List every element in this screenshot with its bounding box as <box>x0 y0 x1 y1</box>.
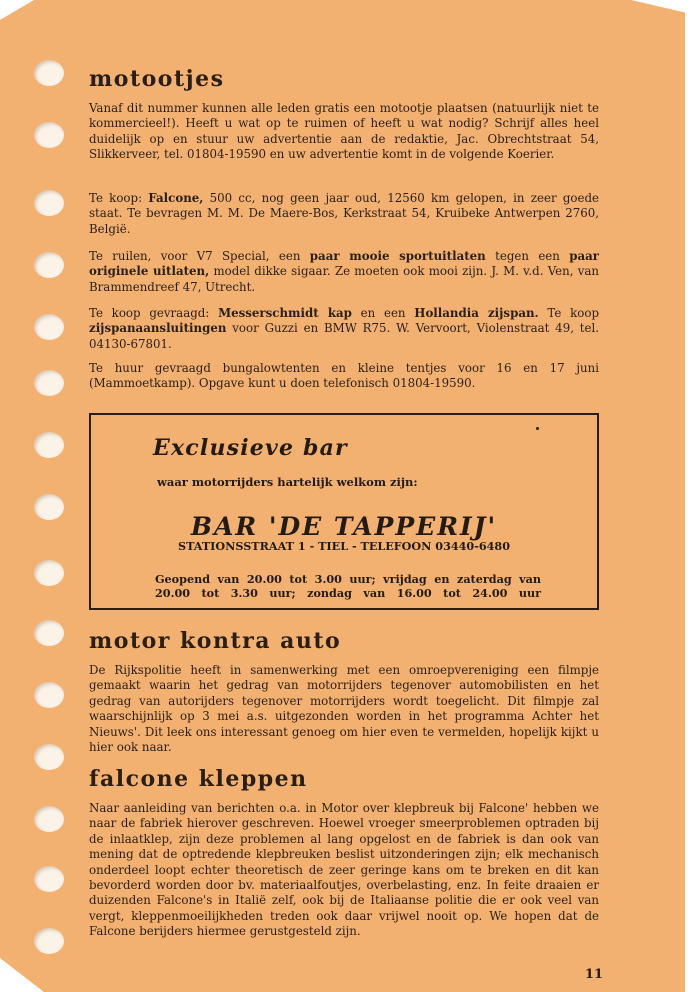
binder-hole <box>34 866 64 892</box>
binder-holes <box>0 0 80 992</box>
ad-highlight: zijspanaansluitingen <box>89 321 227 336</box>
binder-hole <box>34 560 64 586</box>
binder-hole <box>34 190 64 216</box>
ad-text: en een <box>351 306 415 320</box>
page-edge-right <box>685 0 691 992</box>
binder-hole <box>34 370 64 396</box>
ad-text: model dikke sigaar. Ze moeten ook mooi zijn. J. M. v.d. Ven, van Brammendreef 47, Utrecht. <box>89 264 600 294</box>
advert-bar-name: BAR 'DE TAPPERIJ' <box>190 512 498 541</box>
section-title-motor-kontra-auto: motor kontra auto <box>89 628 342 654</box>
ad-highlight: Hollandia zijspan. <box>414 306 539 320</box>
falcone-kleppen-body: Naar aanleiding van berichten o.a. in Motor over klepbreuk bij Falcone' hebben we naar de fabriek hierover geschreven. Hoewel vroeger smeerproblemen optraden bij de inlaatklep, zijn deze problemen al lang opgelost en de fabriek is dan ook van mening dat de optredende klepbreuken beslist uitzonderingen zijn; elk mechanisch onderdeel loopt echter theoretisch de zeer geringe kans om te breken en dit kan bevorderd worden door bv. materiaalfoutjes, overbelasting, enz. In feite draaien er duizenden Falcone's in Italië zelf, ook bij de Italiaanse politie die er ook veel van vergt, kleppenmoeilijkheden treden ook daar vrijwel nooit op. We hopen dat de Falcone berijders hiermee gerustgesteld zijn. <box>89 801 599 939</box>
ad-highlight: paar mooie sportuitlaten <box>309 249 486 263</box>
binder-hole <box>34 252 64 278</box>
page-number: 11 <box>584 967 603 982</box>
classified-ad-zijspan <box>89 306 599 352</box>
ad-highlight: Messerschmidt kap <box>218 306 352 320</box>
ad-text: 500 cc, nog geen jaar oud, 12560 km gelopen, in zeer goede staat. Te bevragen M. M. De Maere-Bos, Kerkstraat 54, Kruibeke Antwerpen 2760, België. <box>89 191 599 236</box>
advert-address: STATIONSSTRAAT 1 - TIEL - TELEFOON 03440-6480 <box>178 539 510 553</box>
ad-text: voor Guzzi en BMW R75. W. Vervoort, Violenstraat 49, tel. 04130-67801. <box>89 321 599 351</box>
binder-hole <box>34 432 64 458</box>
advert-title: Exclusieve bar <box>153 435 348 461</box>
binder-hole <box>34 494 64 520</box>
binder-hole <box>34 60 64 86</box>
motootjes-intro: Vanaf dit nummer kunnen alle leden gratis een motootje plaatsen (natuurlijk niet te kommercieel!). Heeft u wat op te ruimen of heeft u wat nodig? Schrijf alles heel duidelijk op en stuur uw advertentie aan de redaktie, Jac. Obrechtstraat 54, Slikkerveer, tel. 01804-19590 en uw advertentie komt in de volgende Koerier. <box>89 101 599 162</box>
section-title-falcone-kleppen: falcone kleppen <box>89 766 308 792</box>
classified-ad-tenten: Te huur gevraagd bungalowtenten en kleine tentjes voor 16 en 17 juni (Mammoetkamp). Opgave kunt u doen telefonisch 01804-19590. <box>89 361 599 391</box>
binder-hole <box>34 806 64 832</box>
binder-hole <box>34 122 64 148</box>
ad-highlight: Falcone, <box>148 191 204 205</box>
advert-opening-hours: Geopend van 20.00 tot 3.00 uur; vrijdag en zaterdag van 20.00 tot 3.30 uur; zondag van 16.00 tot 24.00 uur <box>155 572 541 600</box>
binder-hole <box>34 682 64 708</box>
binder-hole <box>34 928 64 954</box>
motor-kontra-auto-body: De Rijkspolitie heeft in samenwerking met een omroepvereniging een filmpje gemaakt waarin het gedrag van motorrijders tegenover automobilisten en het gedrag van autorijders tegenover motorrijders wordt toegelicht. Dit filmpje zal waarschijnlijk op 3 mei a.s. uitgezonden worden in het programma Achter het Nieuws'. Dit leek ons interessant genoeg om hier even te vermelden, hopelijk kijkt u hier ook naar. <box>89 663 599 755</box>
classified-ad-falcone <box>89 191 599 237</box>
classified-ad-uitlaten <box>89 249 599 295</box>
page-corner-top-right <box>631 0 691 14</box>
ad-highlight: paar originele uitlaten, <box>89 249 599 279</box>
print-speck <box>536 427 539 430</box>
ad-text: tegen een <box>485 249 570 263</box>
section-title-motootjes: motootjes <box>89 66 225 92</box>
bar-advertisement <box>89 413 599 610</box>
ad-text: Te ruilen, voor V7 Special, een <box>89 249 310 263</box>
ad-text: Te koop <box>538 306 599 320</box>
binder-hole <box>34 620 64 646</box>
ad-text: Te koop gevraagd: <box>89 306 219 320</box>
binder-hole <box>34 744 64 770</box>
advert-subtitle: waar motorrijders hartelijk welkom zijn: <box>157 475 418 489</box>
binder-hole <box>34 314 64 340</box>
ad-text: Te koop: <box>89 191 149 205</box>
